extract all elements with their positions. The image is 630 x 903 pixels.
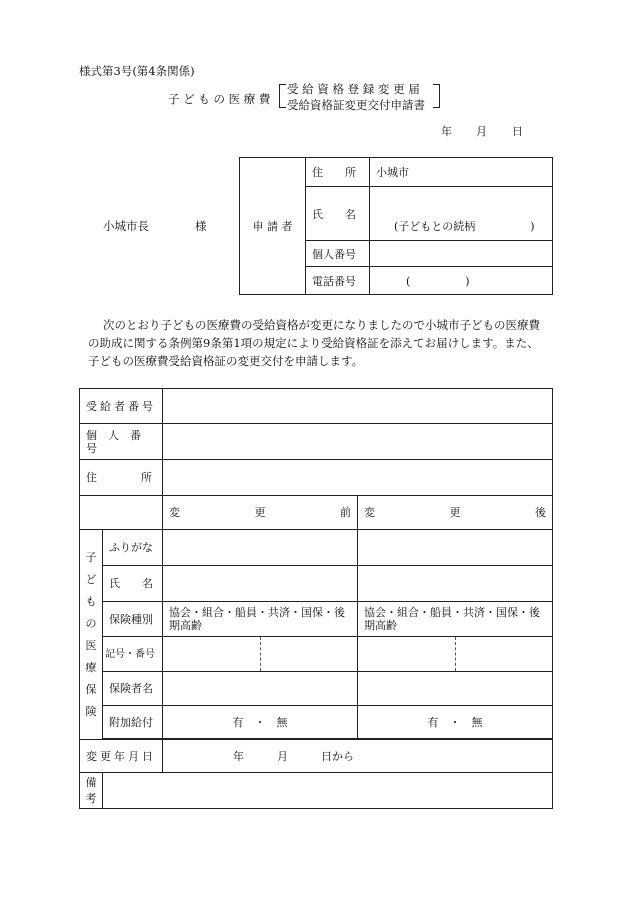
before-char-2: 更 bbox=[254, 506, 266, 519]
insurance-type-label: 保険種別 bbox=[103, 602, 163, 637]
name-after-field[interactable] bbox=[358, 566, 553, 602]
after-header bbox=[358, 496, 553, 530]
after-char-3: 後 bbox=[535, 506, 546, 519]
personal-no-field[interactable] bbox=[163, 424, 553, 460]
change-date-label: 変更年月日 bbox=[80, 740, 163, 773]
remarks-field[interactable] bbox=[103, 773, 553, 809]
title-bracket-left bbox=[279, 84, 286, 108]
applicant-address-label: 住 所 bbox=[306, 158, 370, 187]
title-prefix: 子 ど も の 医 療 費 bbox=[168, 92, 271, 106]
symbol-no-label: 記号・番号 bbox=[103, 637, 163, 672]
body-line-1: 次のとおり子どもの医療費の受給資格が変更になりましたので小城市子どもの医療費 bbox=[103, 318, 540, 332]
insurance-type-before[interactable]: 協会・組合・船員・共済・国保・後期高齢 bbox=[163, 602, 358, 637]
name-before-field[interactable] bbox=[163, 566, 358, 602]
mayor-label: 小城市長 bbox=[103, 219, 149, 233]
title-bracket-right bbox=[433, 84, 440, 108]
title-line-1: 受 給 資 格 登 録 変 更 届 bbox=[287, 82, 420, 96]
date-day: 日 bbox=[512, 125, 523, 138]
header-blank bbox=[80, 496, 163, 530]
before-char-1: 変 bbox=[169, 506, 180, 519]
applicant-name-field[interactable] bbox=[370, 187, 553, 241]
personal-no-label: 個 人 番 号 bbox=[80, 424, 163, 460]
side-char: 医 bbox=[85, 638, 97, 652]
date-year: 年 bbox=[441, 125, 452, 138]
side-char: 険 bbox=[85, 704, 97, 718]
change-date-field[interactable]: 年 月 日から bbox=[163, 740, 553, 773]
form-number: 様式第3号(第4条関係) bbox=[79, 64, 195, 78]
address-field[interactable] bbox=[163, 460, 553, 496]
child-insurance-side-label bbox=[80, 530, 103, 740]
applicant-name-label: 氏 名 bbox=[306, 187, 370, 241]
side-char: 保 bbox=[85, 682, 97, 696]
extra-benefit-after[interactable]: 有 ・ 無 bbox=[358, 706, 553, 739]
name-label: 氏 名 bbox=[103, 566, 163, 602]
furigana-after-field[interactable] bbox=[358, 530, 553, 566]
extra-benefit-before[interactable]: 有 ・ 無 bbox=[163, 706, 358, 739]
furigana-label: ふりがな bbox=[103, 530, 163, 566]
phone-parens: ( ) bbox=[406, 274, 470, 288]
remarks-label bbox=[80, 773, 103, 809]
applicant-table bbox=[239, 157, 553, 295]
applicant-phone-field[interactable] bbox=[370, 267, 553, 295]
before-char-3: 前 bbox=[340, 506, 351, 519]
side-char: 子 bbox=[85, 550, 97, 564]
side-char: の bbox=[85, 616, 97, 630]
address-label: 住 所 bbox=[80, 460, 163, 496]
date-month: 月 bbox=[476, 125, 487, 138]
applicant-personal-no-field[interactable] bbox=[370, 241, 553, 267]
furigana-before-field[interactable] bbox=[163, 530, 358, 566]
relation-text: (子どもとの続柄 ) bbox=[394, 220, 535, 233]
body-line-2: の助成に関する条例第9条第1項の規定により受給資格証を添えてお届けします。また、 bbox=[88, 336, 539, 350]
before-header bbox=[163, 496, 358, 530]
body-line-3: 子どもの医療費受給資格証の変更交付を申請します。 bbox=[88, 354, 364, 368]
side-char: 療 bbox=[85, 660, 97, 674]
symbol-no-after-field[interactable] bbox=[358, 637, 553, 672]
title-line-2: 受給資格証変更交付申請書 bbox=[287, 98, 425, 112]
applicant-address-field[interactable]: 小城市 bbox=[370, 158, 553, 187]
symbol-no-before-field[interactable] bbox=[163, 637, 358, 672]
recipient-no-label: 受給者番号 bbox=[80, 389, 163, 424]
insurer-name-label: 保険者名 bbox=[103, 672, 163, 706]
insurer-name-after-field[interactable] bbox=[358, 672, 553, 706]
remarks-char: 備 bbox=[85, 775, 97, 789]
side-char: も bbox=[85, 594, 97, 608]
insurance-type-after[interactable]: 協会・組合・船員・共済・国保・後期高齢 bbox=[358, 602, 553, 637]
applicant-personal-no-label: 個人番号 bbox=[306, 241, 370, 267]
honorific: 様 bbox=[195, 219, 207, 233]
applicant-label: 申 請 者 bbox=[240, 158, 306, 295]
side-char: ど bbox=[85, 572, 97, 586]
change-table bbox=[79, 388, 553, 809]
remarks-char: 考 bbox=[85, 791, 97, 805]
extra-benefit-label: 附加給付 bbox=[103, 706, 163, 739]
insurer-name-before-field[interactable] bbox=[163, 672, 358, 706]
applicant-phone-label: 電話番号 bbox=[306, 267, 370, 295]
recipient-no-field[interactable] bbox=[163, 389, 553, 424]
after-char-2: 更 bbox=[449, 506, 461, 519]
after-char-1: 変 bbox=[364, 506, 375, 519]
